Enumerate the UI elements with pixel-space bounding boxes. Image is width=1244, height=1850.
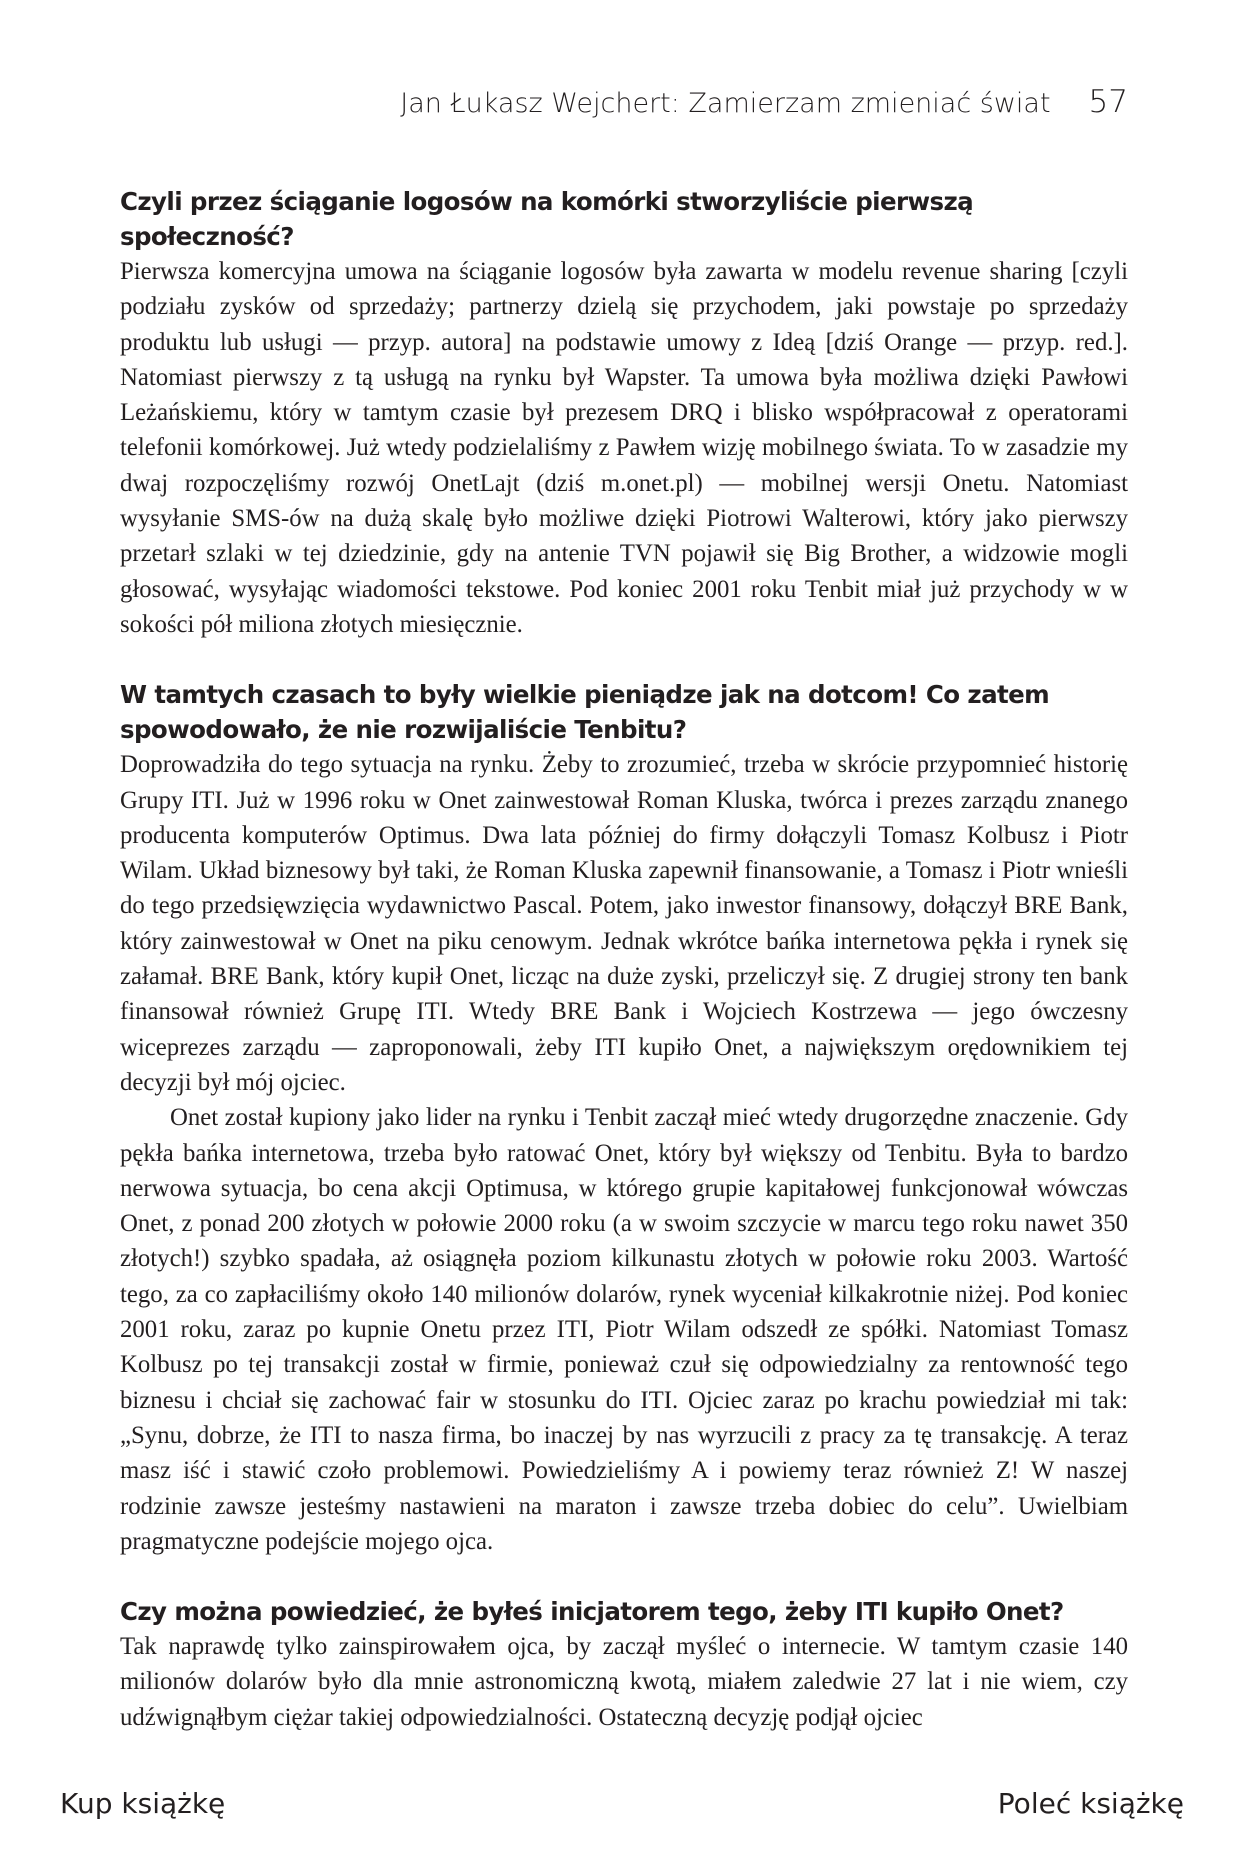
paragraph: Doprowadziła do tego sytuacja na rynku. Żeby to zrozumieć, trzeba w skrócie przypomnieć historię Grupy ITI. Już w 1996 roku w Onet zainwestował Roman Kluska, twórca i prezes zarządu znanego producenta komputerów Optimus. Dwa lata później do firmy dołączyli Tomasz Kolbusz i Piotr Wilam. Układ biznesowy był taki, że Roman Kluska zapewnił finansowanie, a Tomasz i Piotr wnieśli do tego przedsięwzięcia wydawnictwo Pascal. Potem, jako inwestor finansowy, dołączył BRE Bank, który zainwestował w Onet na piku cenowym. Jednak wkrótce bańka internetowa pękła i rynek się załamał. BRE Bank, który kupił Onet, licząc na duże zyski, przeliczył się. Z drugiej strony ten bank finansował również Grupę ITI. Wtedy BRE Bank i Wojciech Kostrzewa — jego ówczesny wiceprezes zarządu — zaproponowali, żeby ITI kupiło Onet, a największym orędownikiem tej decyzji był mój ojciec. [120, 751, 1128, 1096]
question-heading: Czyli przez ściąganie logosów na komórki stworzyliście pierwszą społeczność? [120, 187, 974, 251]
running-head [120, 84, 1128, 120]
paragraph: Onet został kupiony jako lider na rynku i Tenbit zaczął mieć wtedy drugorzędne znaczenie. Gdy pękła bańka internetowa, trzeba było ratować Onet, który był większy od Tenbitu. Była to bardzo nerwowa sytuacja, bo cena akcji Optimusa, w którego grupie kapitałowej funkcjonował wówczas Onet, z ponad 200 złotych w połowie 2000 roku (a w swoim szczycie w marcu tego roku nawet 350 złotych!) szybko spadała, aż osiągnęła poziom kilkunastu złotych w połowie roku 2003. Wartość tego, za co zapłaciliśmy około 140 milionów dolarów, rynek wyceniał kilkakrotnie niżej. Pod koniec 2001 roku, zaraz po kupnie Onetu przez ITI, Piotr Wilam odszedł ze spółki. Natomiast Tomasz Kolbusz po tej transakcji został w firmie, ponieważ czuł się odpowiedzialny za rentowność tego biznesu i chciał się zachować fair w stosunku do ITI. Ojciec zaraz po krachu powiedział mi tak: „Synu, dobrze, że ITI to nasza firma, bo inaczej by nas wyrzucili z pracy za tę transakcję. A teraz masz iść i stawić czoło problemowi. Powiedzieliśmy A i powiemy teraz również Z! W naszej rodzinie zawsze jesteśmy nastawieni na maraton i zawsze trzeba dobiec do celu”. Uwielbiam pragmatyczne podejście mojego ojca. [120, 1104, 1128, 1555]
qa-section-2 [120, 677, 1128, 1559]
recommend-book-link[interactable]: Poleć książkę [997, 1787, 1184, 1820]
running-title: Jan Łukasz Wejchert: Zamierzam zmieniać świat [400, 88, 1051, 119]
qa-section-1 [120, 184, 1128, 642]
paragraph: Tak naprawdę tylko zainspirowałem ojca, by zaczął myśleć o internecie. W tamtym czasie 140 milionów dolarów było dla mnie astronomiczną kwotą, miałem zaledwie 27 lat i nie wiem, czy udźwignąłbym ciężar takiej odpowiedzialności. Ostateczną decyzję podjął ojciec [120, 1633, 1128, 1731]
page-number: 57 [1088, 84, 1128, 120]
answer-text [120, 747, 1128, 1559]
buy-book-link[interactable]: Kup książkę [60, 1787, 226, 1820]
paragraph: Pierwsza komercyjna umowa na ściąganie logosów była zawarta w modelu revenue sharing [czyli podziału zysków od sprzedaży; partnerzy dzielą się przychodem, jaki powstaje po sprzedaży produktu lub usługi — przyp. autora] na podstawie umowy z Ideą [dziś Orange — przyp. red.]. Natomiast pierwszy z tą usługą na rynku był Wapster. Ta umowa była możliwa dzięki Pawłowi Leżańskiemu, który w tamtym czasie był prezesem DRQ i blisko współpracował z operatorami telefonii komórkowej. Już wtedy podzielaliśmy z Pawłem wizję mobilnego świata. To w zasadzie my dwaj rozpoczęliśmy rozwój OnetLajt (dziś m.onet.pl) — mobilnej wersji Onetu. Natomiast wysyłanie SMS-ów na dużą skalę było możliwe dzięki Piotrowi Walterowi, który jako pierwszy przetarł szlaki w tej dziedzinie, gdy na antenie TVN pojawił się Big Brother, a widzowie mogli głosować, wysyłając wiadomości tekstowe. Pod koniec 2001 roku Tenbit miał już przychody w w sokości pół miliona złotych miesięcznie. [120, 258, 1128, 638]
qa-section-3 [120, 1594, 1128, 1735]
answer-text [120, 1629, 1128, 1735]
page-body [120, 184, 1128, 1770]
question-heading: W tamtych czasach to były wielkie pieniądze jak na dotcom! Co zatem spowodowało, że nie rozwijaliście Tenbitu? [120, 680, 1050, 745]
question-heading: Czy można powiedzieć, że byłeś inicjatorem tego, żeby ITI kupiło Onet? [120, 1597, 1064, 1627]
answer-text [120, 254, 1128, 642]
